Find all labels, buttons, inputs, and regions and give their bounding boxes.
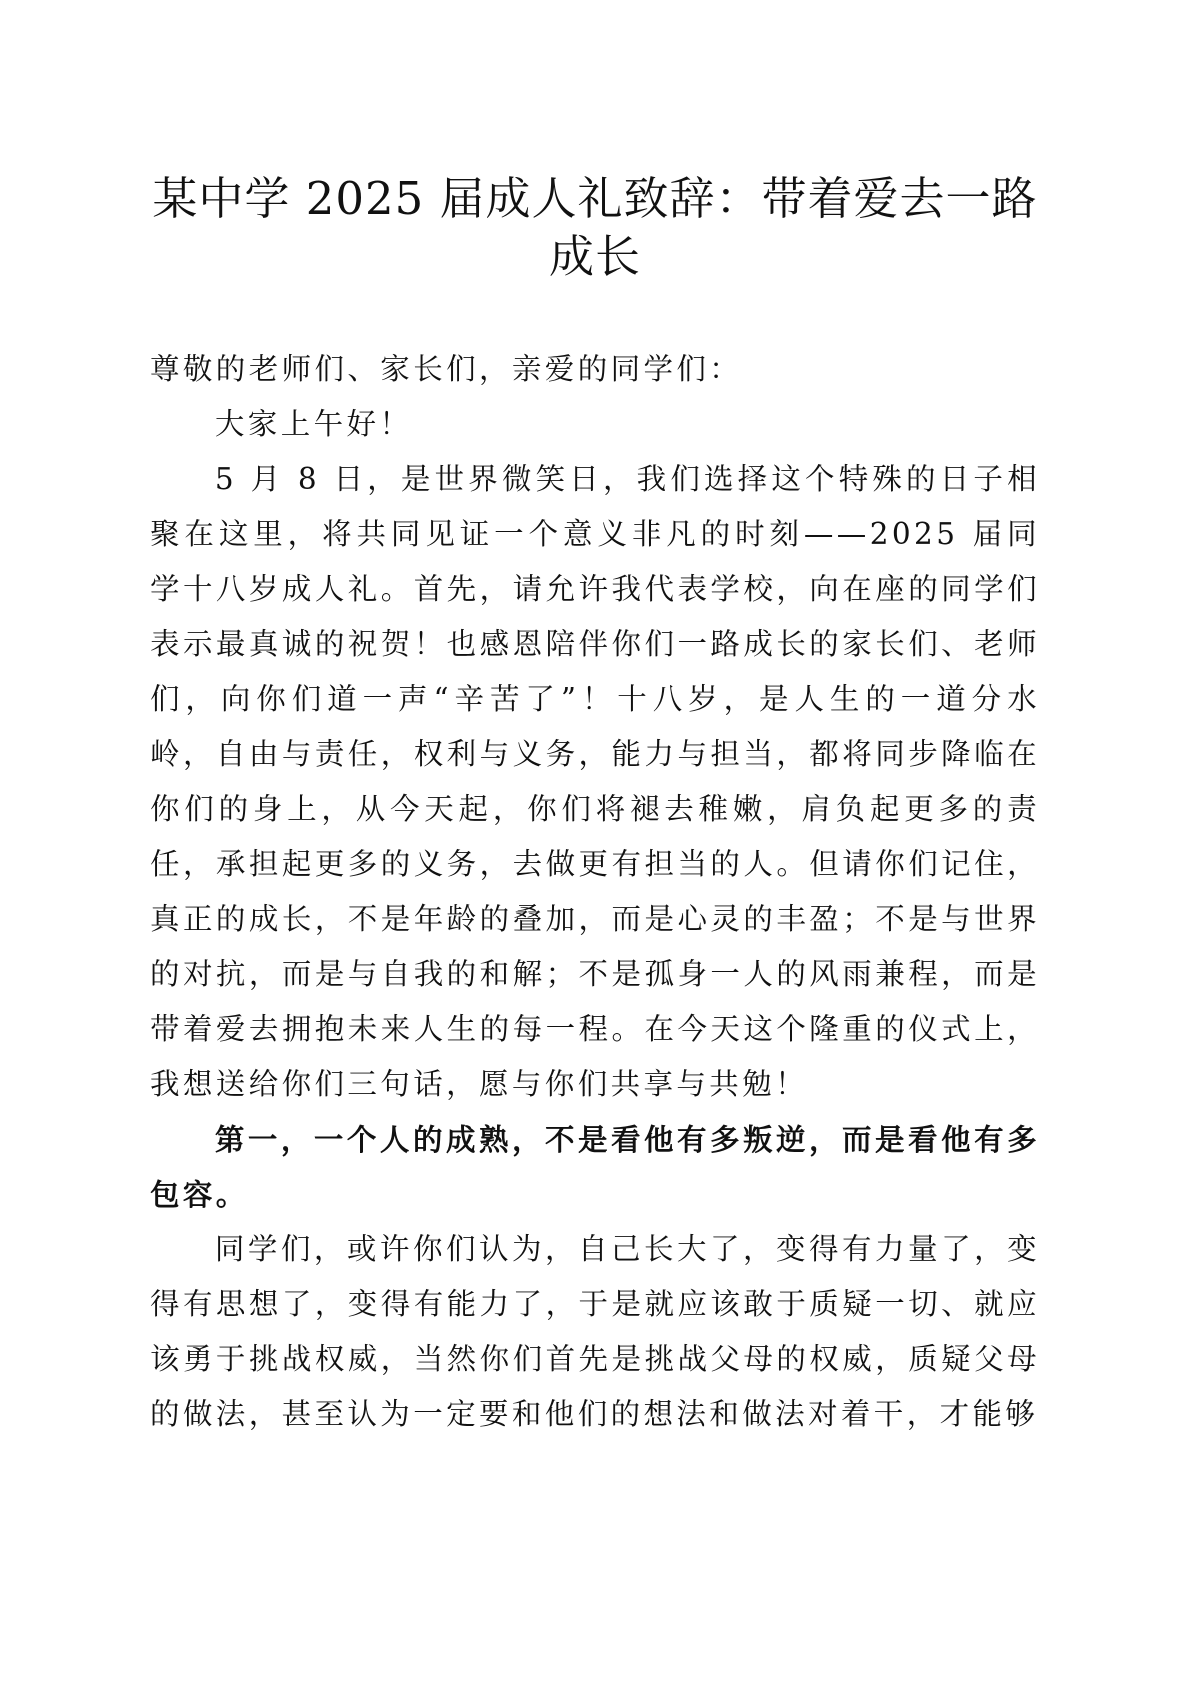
greeting: 大家上午好！ [214, 407, 413, 441]
document-title: 某中学 2025 届成人礼致辞：带着爱去一路成长 [152, 172, 1038, 283]
salutation: 尊敬的老师们、家长们，亲爱的同学们： [150, 352, 743, 386]
body-paragraph: 5 月 8 日，是世界微笑日，我们选择这个特殊的日子相聚在这里，将共同见证一个意义非凡的时刻——2025 届同学十八岁成人礼。首先，请允许我代表学校，向在座的同学们表示最真诚的祝贺！也感恩陪伴你们一路成长的家长们、老师们，向你们道一声“辛苦了”！十八岁，是人生的一道分水岭，自由与责任，权利与义务，能力与担当，都将同步降临在你们的身上，从今天起，你们将褪去稚嫩，肩负起更多的责任，承担起更多的义务，去做更有担当的人。但请你们记住，真正的成长，不是年龄的叠加，而是心灵的丰盈；不是与世界的对抗，而是与自我的和解；不是孤身一人的风雨兼程，而是带着爱去拥抱未来人生的每一程。在今天这个隆重的仪式上，我想送给你们三句话，愿与你们共享与共勉！ [150, 462, 1040, 1101]
body-paragraph: 同学们，或许你们认为，自己长大了，变得有力量了，变得有思想了，变得有能力了，于是就应该敢于质疑一切、就应该勇于挑战权威，当然你们首先是挑战父母的权威，质疑父母的做法，甚至认为一定要和他们的想法和做法对着干，才能够 [150, 1232, 1040, 1431]
section-heading: 第一，一个人的成熟，不是看他有多叛逆，而是看他有多包容。 [150, 1122, 1040, 1212]
document-body [150, 342, 1040, 1442]
